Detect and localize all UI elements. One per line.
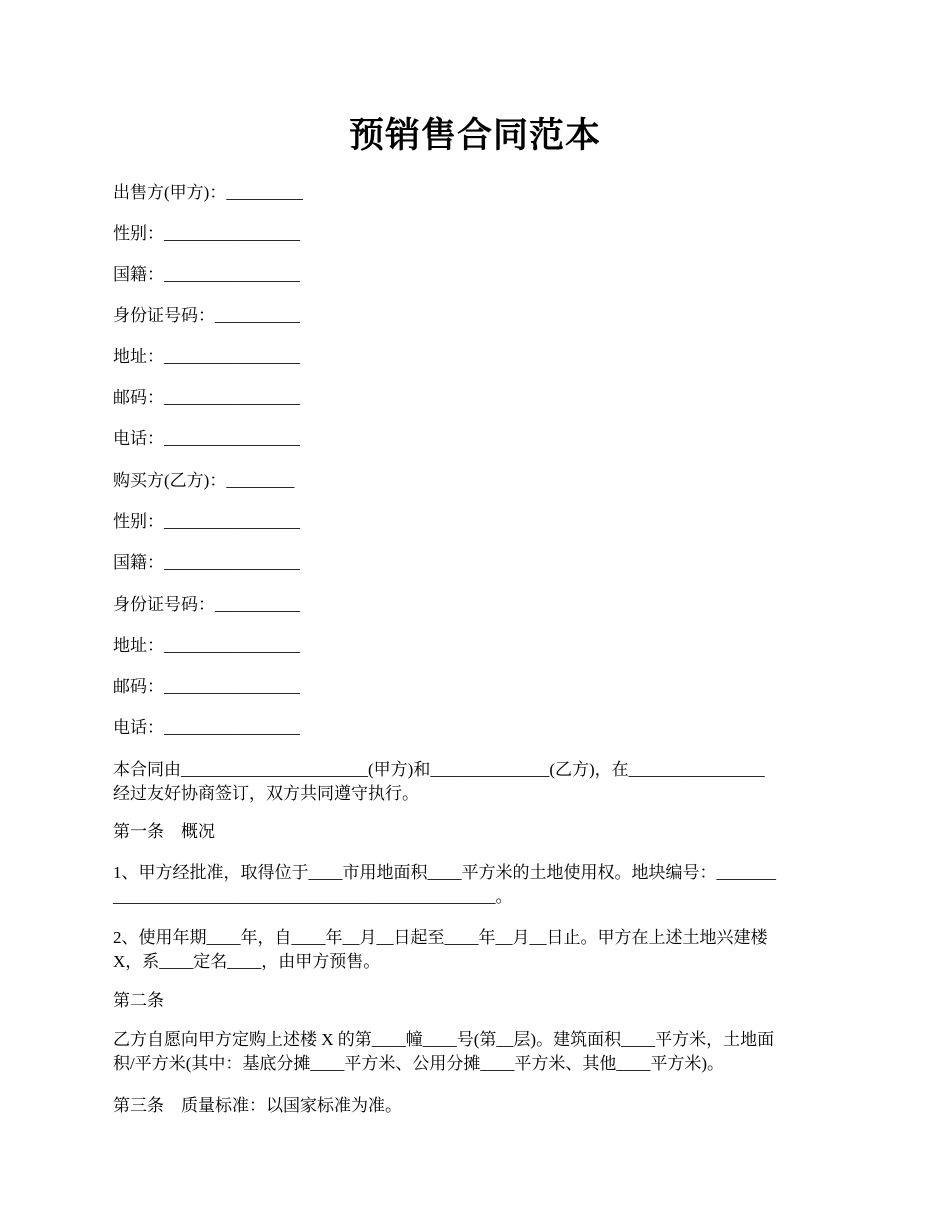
seller-gender-field: 性别：________________ xyxy=(113,224,300,243)
article-2-line-2: 积/平方米(其中：基底分摊____平方米、公用分摊____平方米、其他____平方米)。 xyxy=(113,1054,725,1073)
seller-postcode-field: 邮码：________________ xyxy=(113,388,300,407)
buyer-name-field: 购买方(乙方)：________ xyxy=(113,471,295,490)
seller-phone-field: 电话：________________ xyxy=(113,429,300,448)
buyer-phone-field: 电话：________________ xyxy=(113,718,300,737)
article-1-item-2-line-1: 2、使用年期____年，自____年__月__日起至____年__月__日止。甲方在上述土地兴建楼 xyxy=(113,928,768,947)
seller-nationality-field: 国籍：________________ xyxy=(113,265,300,284)
article-2-heading: 第二条 xyxy=(113,991,164,1010)
article-2-line-1: 乙方自愿向甲方定购上述楼 X 的第____幢____号(第__层)。建筑面积____平方米，土地面 xyxy=(113,1030,775,1049)
buyer-postcode-field: 邮码：________________ xyxy=(113,677,300,696)
article-1-item-1-line-1: 1、甲方经批准，取得位于____市用地面积____平方米的土地使用权。地块编号：_______ xyxy=(113,863,776,882)
seller-address-field: 地址：________________ xyxy=(113,347,300,366)
article-1-item-2-line-2: X，系____定名____，由甲方预售。 xyxy=(113,952,381,971)
buyer-address-field: 地址：________________ xyxy=(113,636,300,655)
seller-id-number-field: 身份证号码：__________ xyxy=(113,306,300,325)
article-1-item-1-line-2: _____________________________________________。 xyxy=(113,887,513,906)
intro-line-1: 本合同由______________________(甲方)和______________(乙方)，在________________ xyxy=(113,760,765,779)
document-title: 预销售合同范本 xyxy=(348,115,601,156)
buyer-id-number-field: 身份证号码：__________ xyxy=(113,595,300,614)
buyer-nationality-field: 国籍：________________ xyxy=(113,553,300,572)
article-3: 第三条 质量标准：以国家标准为准。 xyxy=(113,1096,402,1115)
buyer-gender-field: 性别：________________ xyxy=(113,512,300,531)
article-1-heading: 第一条 概况 xyxy=(113,822,215,841)
intro-line-2: 经过友好协商签订，双方共同遵守执行。 xyxy=(113,784,419,803)
seller-name-field: 出售方(甲方)：_________ xyxy=(113,183,303,202)
